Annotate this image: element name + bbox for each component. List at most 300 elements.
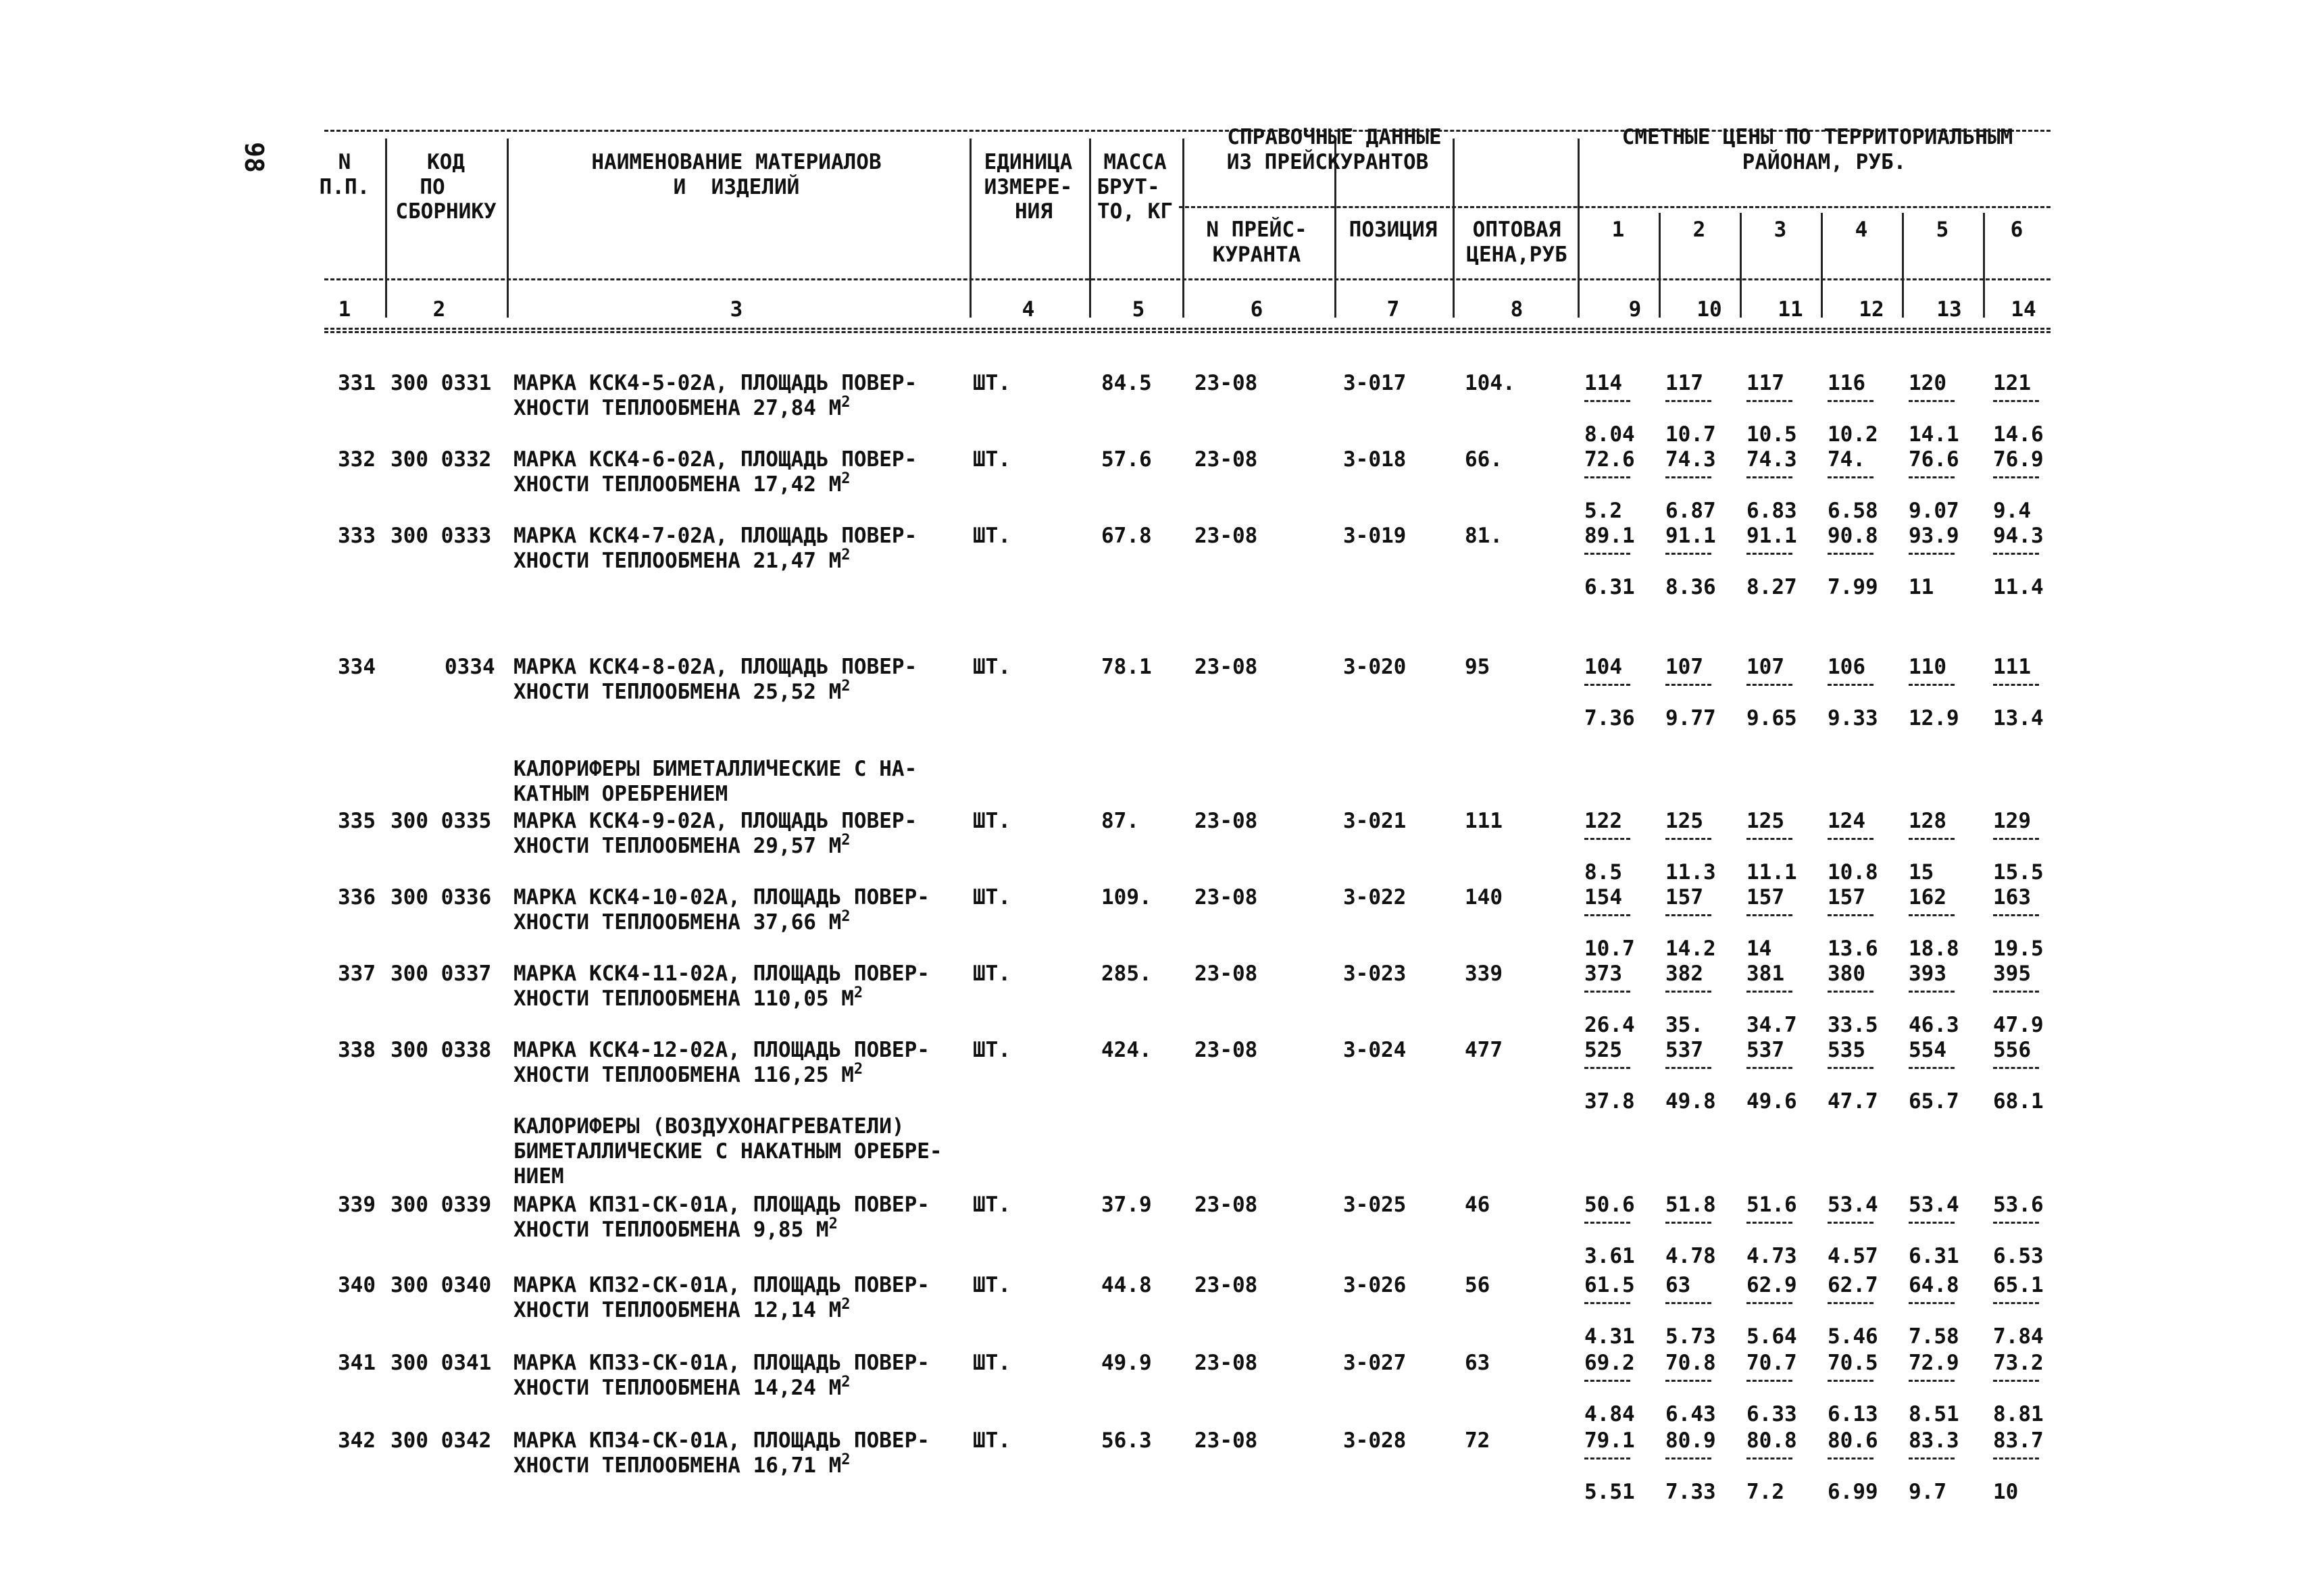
- fraction-line: [1584, 476, 1630, 478]
- fraction-line: [1665, 553, 1711, 555]
- item-position: 3-023: [1343, 962, 1407, 986]
- price-top: 89.1: [1584, 524, 1635, 548]
- item-name: ХНОСТИ ТЕПЛООБМЕНА 37,66 $М^2$: [513, 908, 851, 934]
- item-name: МАРКА КСК4-6-02А, ПЛОЩАДЬ ПОВЕР-: [513, 447, 917, 472]
- price-top: 70.5: [1828, 1351, 1878, 1375]
- price-top: 124: [1828, 809, 1865, 833]
- price-bottom: 15: [1909, 860, 1934, 884]
- price-top: 535: [1828, 1038, 1865, 1062]
- fraction-line: [1828, 1457, 1873, 1460]
- header-np: N: [338, 150, 351, 174]
- price-bottom: 11.4: [1993, 575, 2044, 599]
- item-position: 3-028: [1343, 1428, 1407, 1453]
- price-bottom: 10.5: [1746, 422, 1797, 447]
- price-top: 554: [1909, 1038, 1946, 1062]
- item-name: ХНОСТИ ТЕПЛООБМЕНА 29,57 $М^2$: [513, 832, 851, 858]
- price-bottom: 14.6: [1993, 422, 2044, 447]
- header-pricelist: N ПРЕЙС-: [1206, 218, 1307, 242]
- price-top: 381: [1746, 962, 1784, 986]
- fraction-line: [1584, 1222, 1630, 1224]
- item-name: МАРКА КП33-СК-01А, ПЛОЩАДЬ ПОВЕР-: [513, 1351, 930, 1375]
- item-pricelist: 23-08: [1194, 885, 1258, 909]
- fraction-line: [1828, 914, 1873, 916]
- price-bottom: 15.5: [1993, 860, 2044, 884]
- price-bottom: 9.65: [1746, 706, 1797, 730]
- price-bottom: 34.7: [1746, 1013, 1797, 1037]
- price-top: 64.8: [1909, 1273, 1959, 1297]
- item-wholesale: 72: [1465, 1428, 1490, 1453]
- superscript-two: 2: [841, 832, 851, 849]
- fraction-line: [1665, 1380, 1711, 1382]
- item-wholesale: 95: [1465, 655, 1490, 679]
- price-top: 62.7: [1828, 1273, 1878, 1297]
- item-unit: ШТ.: [973, 447, 1011, 472]
- item-number: 337: [338, 962, 376, 986]
- fraction-line: [1746, 1380, 1792, 1382]
- fraction-line: [1828, 1380, 1873, 1382]
- price-bottom: 10.7: [1584, 937, 1635, 961]
- price-top: 63: [1665, 1273, 1691, 1297]
- price-bottom: 9.4: [1993, 499, 2031, 523]
- price-bottom: 14: [1746, 937, 1772, 961]
- fraction-line: [1993, 476, 2039, 478]
- price-top: 61.5: [1584, 1273, 1635, 1297]
- item-number: 332: [338, 447, 376, 472]
- fraction-line: [1746, 476, 1792, 478]
- price-top: 157: [1828, 885, 1865, 909]
- price-bottom: 8.81: [1993, 1402, 2044, 1426]
- header-unit: ИЗМЕРЕ-: [984, 175, 1073, 199]
- fraction-line: [1746, 838, 1792, 840]
- item-wholesale: 81.: [1465, 524, 1503, 548]
- header-region: 2: [1692, 218, 1706, 242]
- item-name: ХНОСТИ ТЕПЛООБМЕНА 17,42 $М^2$: [513, 470, 851, 497]
- price-top: 129: [1993, 809, 2031, 833]
- column-divider: [1089, 139, 1091, 318]
- item-code: 300 0331: [391, 371, 492, 395]
- price-top: 106: [1828, 655, 1865, 679]
- item-name: МАРКА КСК4-10-02А, ПЛОЩАДЬ ПОВЕР-: [513, 885, 930, 909]
- price-top: 121: [1993, 371, 2031, 395]
- subheader-rule: [1179, 206, 2051, 208]
- item-name: МАРКА КП31-СК-01А, ПЛОЩАДЬ ПОВЕР-: [513, 1193, 930, 1217]
- header-region: 4: [1855, 218, 1868, 242]
- column-divider: [1821, 213, 1823, 318]
- price-bottom: 10: [1993, 1480, 2019, 1504]
- price-bottom: 37.8: [1584, 1089, 1635, 1114]
- price-top: 125: [1746, 809, 1784, 833]
- item-name: МАРКА КСК4-5-02А, ПЛОЩАДЬ ПОВЕР-: [513, 371, 917, 395]
- price-bottom: 6.58: [1828, 499, 1878, 523]
- superscript-two: 2: [841, 547, 851, 564]
- superscript-two: 2: [841, 470, 851, 487]
- price-bottom: 7.84: [1993, 1324, 2044, 1349]
- table-separator-rule: [324, 328, 2051, 330]
- item-code: 300 0337: [391, 962, 492, 986]
- item-name: ХНОСТИ ТЕПЛООБМЕНА 12,14 $М^2$: [513, 1296, 851, 1322]
- fraction-line: [1993, 914, 2039, 916]
- item-position: 3-020: [1343, 655, 1407, 679]
- price-bottom: 11.3: [1665, 860, 1716, 884]
- price-bottom: 65.7: [1909, 1089, 1959, 1114]
- fraction-line: [1909, 476, 1955, 478]
- column-divider: [1902, 213, 1904, 318]
- price-bottom: 6.31: [1584, 575, 1635, 599]
- item-code: 300 0335: [391, 809, 492, 833]
- item-pricelist: 23-08: [1194, 524, 1258, 548]
- price-bottom: 9.7: [1909, 1480, 1946, 1504]
- item-number: 331: [338, 371, 376, 395]
- item-pricelist: 23-08: [1194, 962, 1258, 986]
- item-code: 300 0338: [391, 1038, 492, 1062]
- item-unit: ШТ.: [973, 962, 1011, 986]
- fraction-line: [1828, 553, 1873, 555]
- fraction-line: [1665, 684, 1711, 686]
- price-top: 537: [1746, 1038, 1784, 1062]
- item-number: 341: [338, 1351, 376, 1375]
- fraction-line: [1746, 684, 1792, 686]
- header-col-number: 2: [432, 297, 446, 322]
- fraction-line: [1828, 684, 1873, 686]
- superscript-two: 2: [841, 908, 851, 925]
- item-name: МАРКА КСК4-7-02А, ПЛОЩАДЬ ПОВЕР-: [513, 524, 917, 548]
- item-mass: 87.: [1101, 809, 1139, 833]
- header-code: ПО: [420, 175, 445, 199]
- header-prices-group: РАЙОНАМ, РУБ.: [1742, 150, 1907, 174]
- price-top: 157: [1665, 885, 1703, 909]
- fraction-line: [1909, 684, 1955, 686]
- header-ref-group: ИЗ ПРЕЙСКУРАНТОВ: [1226, 150, 1429, 174]
- item-position: 3-021: [1343, 809, 1407, 833]
- item-number: 334: [338, 655, 376, 679]
- column-divider: [1578, 139, 1580, 318]
- price-top: 162: [1909, 885, 1946, 909]
- fraction-line: [1584, 838, 1630, 840]
- price-top: 53.4: [1828, 1193, 1878, 1217]
- header-col-number: 4: [1022, 297, 1035, 322]
- price-top: 393: [1909, 962, 1946, 986]
- item-pricelist: 23-08: [1194, 1351, 1258, 1375]
- item-mass: 78.1: [1101, 655, 1152, 679]
- price-top: 51.8: [1665, 1193, 1716, 1217]
- price-bottom: 7.99: [1828, 575, 1878, 599]
- fraction-line: [1746, 914, 1792, 916]
- price-top: 74.3: [1746, 447, 1797, 472]
- fraction-line: [1746, 1222, 1792, 1224]
- fraction-line: [1584, 684, 1630, 686]
- price-top: 50.6: [1584, 1193, 1635, 1217]
- fraction-line: [1746, 1302, 1792, 1304]
- price-top: 537: [1665, 1038, 1703, 1062]
- item-position: 3-022: [1343, 885, 1407, 909]
- item-code: 300 0341: [391, 1351, 492, 1375]
- price-bottom: 11.1: [1746, 860, 1797, 884]
- price-top: 525: [1584, 1038, 1622, 1062]
- item-name: МАРКА КП32-СК-01А, ПЛОЩАДЬ ПОВЕР-: [513, 1273, 930, 1297]
- price-bottom: 9.33: [1828, 706, 1878, 730]
- item-mass: 56.3: [1101, 1428, 1152, 1453]
- item-mass: 424.: [1101, 1038, 1152, 1062]
- price-bottom: 8.5: [1584, 860, 1622, 884]
- header-unit: НИЯ: [1015, 199, 1053, 224]
- item-number: 339: [338, 1193, 376, 1217]
- item-pricelist: 23-08: [1194, 447, 1258, 472]
- fraction-line: [1993, 1067, 2039, 1069]
- item-code: 300 0332: [391, 447, 492, 472]
- price-bottom: 14.1: [1909, 422, 1959, 447]
- price-bottom: 26.4: [1584, 1013, 1635, 1037]
- fraction-line: [1909, 1457, 1955, 1460]
- fraction-line: [1993, 838, 2039, 840]
- price-top: 72.6: [1584, 447, 1635, 472]
- price-top: 163: [1993, 885, 2031, 909]
- fraction-line: [1584, 1380, 1630, 1382]
- price-top: 73.2: [1993, 1351, 2044, 1375]
- fraction-line: [1993, 1222, 2039, 1224]
- price-bottom: 6.87: [1665, 499, 1716, 523]
- price-bottom: 3.61: [1584, 1244, 1635, 1268]
- header-unit: ЕДИНИЦА: [984, 150, 1073, 174]
- item-unit: ШТ.: [973, 1193, 1011, 1217]
- item-position: 3-024: [1343, 1038, 1407, 1062]
- price-top: 114: [1584, 371, 1622, 395]
- superscript-two: 2: [828, 1216, 838, 1232]
- item-wholesale: 339: [1465, 962, 1503, 986]
- price-top: 111: [1993, 655, 2031, 679]
- header-col-number: 1: [338, 297, 351, 322]
- price-top: 117: [1746, 371, 1784, 395]
- item-name: ХНОСТИ ТЕПЛООБМЕНА 25,52 $М^2$: [513, 678, 851, 704]
- item-unit: ШТ.: [973, 885, 1011, 909]
- header-col-number: 5: [1132, 297, 1145, 322]
- item-pricelist: 23-08: [1194, 371, 1258, 395]
- item-mass: 37.9: [1101, 1193, 1152, 1217]
- header-wholesale: ЦЕНА,РУБ: [1466, 243, 1567, 267]
- superscript-two: 2: [841, 1296, 851, 1313]
- superscript-two: 2: [841, 394, 851, 411]
- fraction-line: [1746, 1457, 1792, 1460]
- fraction-line: [1993, 1457, 2039, 1460]
- price-bottom: 19.5: [1993, 937, 2044, 961]
- header-name: И ИЗДЕЛИЙ: [673, 175, 800, 199]
- item-code: 300 0339: [391, 1193, 492, 1217]
- item-mass: 109.: [1101, 885, 1152, 909]
- price-bottom: 8.04: [1584, 422, 1635, 447]
- fraction-line: [1993, 400, 2039, 402]
- item-wholesale: 66.: [1465, 447, 1503, 472]
- price-top: 107: [1746, 655, 1784, 679]
- fraction-line: [1828, 1222, 1873, 1224]
- price-bottom: 9.77: [1665, 706, 1716, 730]
- price-top: 373: [1584, 962, 1622, 986]
- price-top: 395: [1993, 962, 2031, 986]
- superscript-two: 2: [853, 1061, 863, 1078]
- fraction-line: [1993, 1302, 2039, 1304]
- superscript-two: 2: [841, 678, 851, 695]
- price-top: 116: [1828, 371, 1865, 395]
- fraction-line: [1909, 1380, 1955, 1382]
- fraction-line: [1665, 476, 1711, 478]
- price-bottom: 7.36: [1584, 706, 1635, 730]
- column-divider: [1182, 139, 1184, 318]
- item-unit: ШТ.: [973, 1351, 1011, 1375]
- price-bottom: 4.78: [1665, 1244, 1716, 1268]
- item-unit: ШТ.: [973, 655, 1011, 679]
- item-name: ХНОСТИ ТЕПЛООБМЕНА 14,24 $М^2$: [513, 1374, 851, 1400]
- superscript-two: 2: [853, 984, 863, 1001]
- header-col-number: 9: [1628, 297, 1642, 322]
- price-top: 72.9: [1909, 1351, 1959, 1375]
- header-mass: ТО, КГ: [1097, 199, 1173, 224]
- item-unit: ШТ.: [973, 809, 1011, 833]
- fraction-line: [1665, 400, 1711, 402]
- fraction-line: [1584, 400, 1630, 402]
- item-position: 3-025: [1343, 1193, 1407, 1217]
- price-top: 380: [1828, 962, 1865, 986]
- price-bottom: 5.2: [1584, 499, 1622, 523]
- price-bottom: 13.4: [1993, 706, 2044, 730]
- price-bottom: 18.8: [1909, 937, 1959, 961]
- price-top: 80.8: [1746, 1428, 1797, 1453]
- header-mass: БРУТ-: [1097, 175, 1160, 199]
- price-top: 65.1: [1993, 1273, 2044, 1297]
- item-code: 0334: [445, 655, 495, 679]
- fraction-line: [1909, 914, 1955, 916]
- header-name: НАИМЕНОВАНИЕ МАТЕРИАЛОВ: [591, 150, 882, 174]
- price-bottom: 5.46: [1828, 1324, 1878, 1349]
- price-top: 90.8: [1828, 524, 1878, 548]
- price-top: 76.6: [1909, 447, 1959, 472]
- price-top: 74.: [1828, 447, 1865, 472]
- price-bottom: 47.9: [1993, 1013, 2044, 1037]
- item-name: ХНОСТИ ТЕПЛООБМЕНА 21,47 $М^2$: [513, 547, 851, 573]
- price-bottom: 6.99: [1828, 1480, 1878, 1504]
- item-wholesale: 46: [1465, 1193, 1490, 1217]
- price-bottom: 6.33: [1746, 1402, 1797, 1426]
- item-pricelist: 23-08: [1194, 809, 1258, 833]
- price-bottom: 46.3: [1909, 1013, 1959, 1037]
- fraction-line: [1584, 1067, 1630, 1069]
- price-bottom: 10.7: [1665, 422, 1716, 447]
- fraction-line: [1746, 991, 1792, 993]
- price-top: 93.9: [1909, 524, 1959, 548]
- price-top: 53.6: [1993, 1193, 2044, 1217]
- price-bottom: 5.51: [1584, 1480, 1635, 1504]
- header-col-number: 12: [1859, 297, 1884, 322]
- header-prices-group: СМЕТНЫЕ ЦЕНЫ ПО ТЕРРИТОРИАЛЬНЫМ: [1621, 125, 2013, 149]
- item-wholesale: 111: [1465, 809, 1503, 833]
- item-pricelist: 23-08: [1194, 1273, 1258, 1297]
- price-bottom: 9.07: [1909, 499, 1959, 523]
- price-top: 157: [1746, 885, 1784, 909]
- group-heading: НИЕМ: [513, 1164, 564, 1189]
- header-region: 6: [2010, 218, 2023, 242]
- column-divider: [1740, 213, 1742, 318]
- group-heading: КАЛОРИФЕРЫ БИМЕТАЛЛИЧЕСКИЕ С НА-: [513, 757, 917, 781]
- fraction-line: [1584, 1302, 1630, 1304]
- fraction-line: [1993, 553, 2039, 555]
- fraction-line: [1993, 684, 2039, 686]
- fraction-line: [1665, 1222, 1711, 1224]
- item-number: 340: [338, 1273, 376, 1297]
- header-col-number: 8: [1510, 297, 1524, 322]
- item-mass: 44.8: [1101, 1273, 1152, 1297]
- item-code: 300 0333: [391, 524, 492, 548]
- fraction-line: [1746, 553, 1792, 555]
- fraction-line: [1909, 1302, 1955, 1304]
- fraction-line: [1909, 1222, 1955, 1224]
- header-np: П.П.: [319, 175, 370, 199]
- item-name: МАРКА КСК4-11-02А, ПЛОЩАДЬ ПОВЕР-: [513, 962, 930, 986]
- price-bottom: 8.27: [1746, 575, 1797, 599]
- item-name: МАРКА КСК4-8-02А, ПЛОЩАДЬ ПОВЕР-: [513, 655, 917, 679]
- price-bottom: 14.2: [1665, 937, 1716, 961]
- fraction-line: [1993, 991, 2039, 993]
- price-bottom: 4.73: [1746, 1244, 1797, 1268]
- column-divider: [385, 139, 387, 318]
- price-bottom: 8.51: [1909, 1402, 1959, 1426]
- header-col-number: 10: [1696, 297, 1722, 322]
- item-position: 3-019: [1343, 524, 1407, 548]
- fraction-line: [1584, 991, 1630, 993]
- fraction-line: [1828, 476, 1873, 478]
- column-divider: [507, 139, 509, 318]
- price-top: 70.7: [1746, 1351, 1797, 1375]
- item-code: 300 0342: [391, 1428, 492, 1453]
- price-bottom: 6.83: [1746, 499, 1797, 523]
- price-top: 80.9: [1665, 1428, 1716, 1453]
- price-top: 128: [1909, 809, 1946, 833]
- header-code: КОД: [427, 150, 465, 174]
- price-top: 104: [1584, 655, 1622, 679]
- item-wholesale: 63: [1465, 1351, 1490, 1375]
- fraction-line: [1665, 991, 1711, 993]
- item-position: 3-017: [1343, 371, 1407, 395]
- fraction-line: [1909, 838, 1955, 840]
- header-col-number: 11: [1778, 297, 1803, 322]
- item-number: 335: [338, 809, 376, 833]
- item-name: МАРКА КСК4-12-02А, ПЛОЩАДЬ ПОВЕР-: [513, 1038, 930, 1062]
- group-heading: БИМЕТАЛЛИЧЕСКИЕ С НАКАТНЫМ ОРЕБРЕ-: [513, 1139, 942, 1164]
- fraction-line: [1746, 400, 1792, 402]
- price-top: 154: [1584, 885, 1622, 909]
- item-wholesale: 477: [1465, 1038, 1503, 1062]
- item-number: 338: [338, 1038, 376, 1062]
- fraction-line: [1909, 991, 1955, 993]
- column-divider: [1983, 213, 1985, 318]
- price-bottom: 35.: [1665, 1013, 1703, 1037]
- price-bottom: 5.73: [1665, 1324, 1716, 1349]
- fraction-line: [1828, 1067, 1873, 1069]
- price-bottom: 7.2: [1746, 1480, 1784, 1504]
- group-heading: КАТНЫМ ОРЕБРЕНИЕМ: [513, 782, 728, 806]
- item-mass: 285.: [1101, 962, 1152, 986]
- superscript-two: 2: [841, 1451, 851, 1468]
- item-position: 3-018: [1343, 447, 1407, 472]
- fraction-line: [1909, 553, 1955, 555]
- price-bottom: 8.36: [1665, 575, 1716, 599]
- price-bottom: 33.5: [1828, 1013, 1878, 1037]
- price-top: 94.3: [1993, 524, 2044, 548]
- fraction-line: [1828, 1302, 1873, 1304]
- price-top: 70.8: [1665, 1351, 1716, 1375]
- price-top: 76.9: [1993, 447, 2044, 472]
- header-col-number: 14: [2011, 297, 2036, 322]
- fraction-line: [1665, 1457, 1711, 1460]
- item-name: МАРКА КП34-СК-01А, ПЛОЩАДЬ ПОВЕР-: [513, 1428, 930, 1453]
- price-bottom: 49.6: [1746, 1089, 1797, 1114]
- item-unit: ШТ.: [973, 1273, 1011, 1297]
